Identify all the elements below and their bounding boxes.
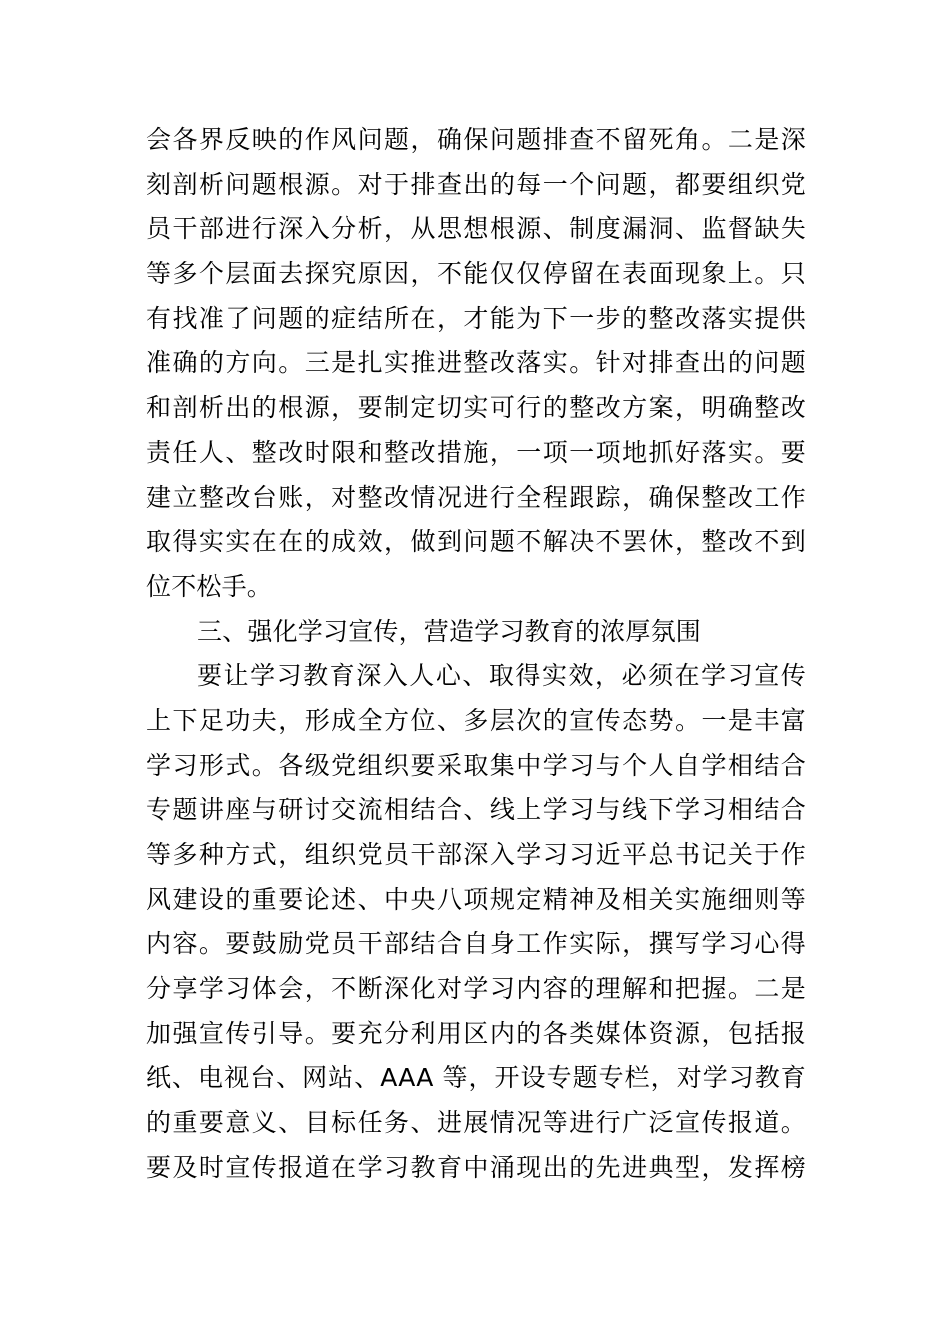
paragraph-study-publicity bbox=[146, 654, 806, 1190]
text-line: 取得实实在在的成效，做到问题不解决不罢休，整改不到 bbox=[146, 527, 806, 557]
section-heading-text: 三、强化学习宣传，营造学习教育的浓厚氛围 bbox=[197, 616, 702, 646]
text-line: 上下足功夫，形成全方位、多层次的宣传态势。一是丰富 bbox=[146, 705, 806, 735]
paragraph-rectification bbox=[146, 118, 806, 610]
text-line: 要让学习教育深入人心、取得实效，必须在学习宣传 bbox=[197, 661, 806, 691]
text-line: 员干部进行深入分析，从思想根源、制度漏洞、监督缺失 bbox=[146, 214, 806, 244]
text-line: 责任人、整改时限和整改措施，一项一项地抓好落实。要 bbox=[146, 437, 806, 467]
text-line: 分享学习体会，不断深化对学习内容的理解和把握。二是 bbox=[146, 974, 806, 1004]
text-line: 有找准了问题的症结所在，才能为下一步的整改落实提供 bbox=[146, 303, 806, 333]
text-line: 准确的方向。三是扎实推进整改落实。针对排查出的问题 bbox=[146, 348, 806, 378]
text-line: 会各界反映的作风问题，确保问题排查不留死角。二是深 bbox=[146, 125, 806, 154]
text-line: 内容。要鼓励党员干部结合自身工作实际，撰写学习心得 bbox=[146, 929, 806, 959]
text-line: 等多种方式，组织党员干部深入学习习近平总书记关于作 bbox=[146, 840, 806, 869]
text-line: 等多个层面去探究原因，不能仅仅停留在表面现象上。只 bbox=[146, 259, 806, 289]
text-line: 要及时宣传报道在学习教育中涌现出的先进典型，发挥榜 bbox=[146, 1152, 806, 1182]
text-line: 的重要意义、目标任务、进展情况等进行广泛宣传报道。 bbox=[146, 1108, 806, 1138]
section-heading bbox=[146, 610, 806, 655]
text-line: 刻剖析问题根源。对于排查出的每一个问题，都要组织党 bbox=[146, 169, 806, 199]
text-line: 纸、电视台、网站、AAA 等，开设专题专栏，对学习教育 bbox=[146, 1063, 806, 1093]
text-line: 学习形式。各级党组织要采取集中学习与个人自学相结合 bbox=[146, 750, 806, 780]
text-line: 加强宣传引导。要充分利用区内的各类媒体资源，包括报 bbox=[146, 1018, 806, 1048]
text-line: 风建设的重要论述、中央八项规定精神及相关实施细则等 bbox=[146, 884, 806, 914]
text-line: 位不松手。 bbox=[146, 571, 273, 601]
document-page bbox=[146, 118, 806, 1191]
text-line: 专题讲座与研讨交流相结合、线上学习与线下学习相结合 bbox=[146, 795, 806, 825]
text-line: 和剖析出的根源，要制定切实可行的整改方案，明确整改 bbox=[146, 393, 806, 423]
text-line: 建立整改台账，对整改情况进行全程跟踪，确保整改工作 bbox=[146, 482, 806, 512]
